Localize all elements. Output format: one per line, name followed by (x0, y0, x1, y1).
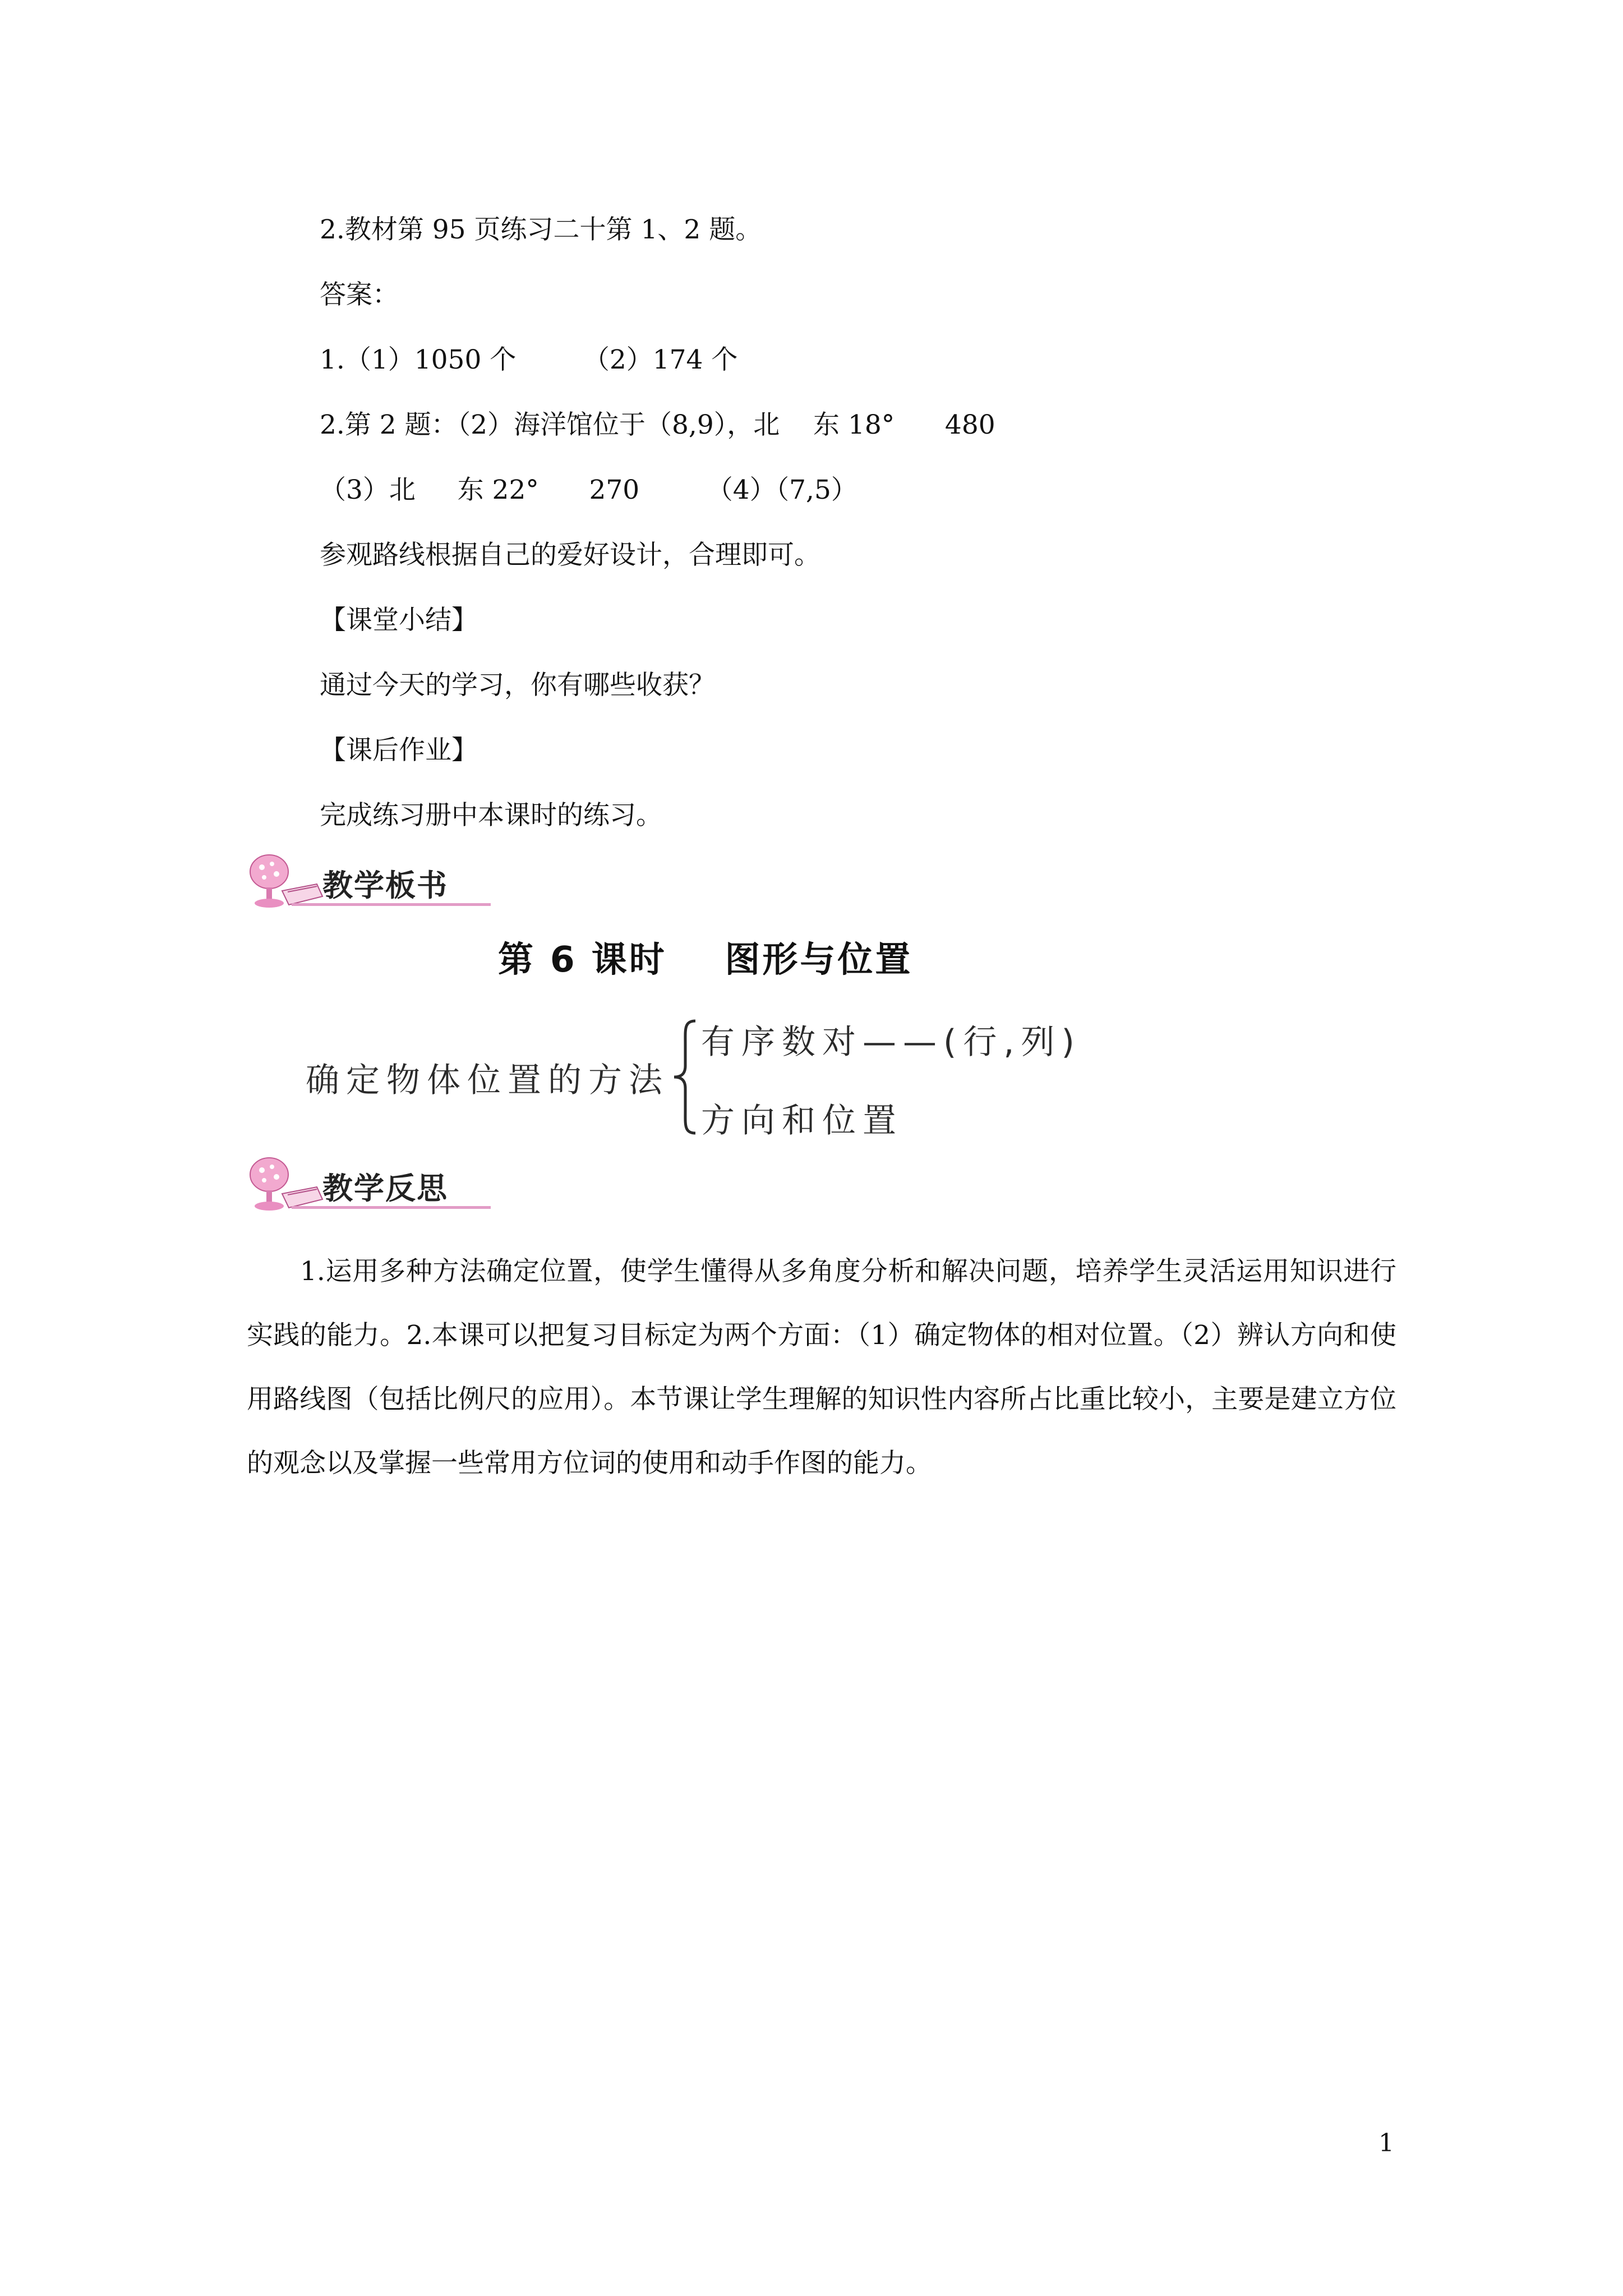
section-banner-label: 教学板书 (322, 868, 448, 903)
branch-ordered-pair: 有序数对——(行,列) (701, 1023, 1081, 1062)
left-brace (668, 1018, 702, 1136)
branch-direction-position: 方向和位置 (701, 1101, 903, 1140)
section-banner-reflect (238, 1154, 491, 1216)
lesson-title: 第 6 课时 图形与位置 (498, 939, 913, 980)
banner-rule (292, 1206, 491, 1209)
body-line-3: 1.（1）1050 个 （2）174 个 (320, 344, 738, 375)
page-number: 1 (1378, 2129, 1394, 2157)
body-line-2: 答案： (320, 279, 399, 310)
body-line-1: 2.教材第 95 页练习二十第 1、2 题。 (320, 214, 762, 245)
body-line-4: 2.第 2 题：（2）海洋馆位于（8,9），北 东 18° 480 (320, 409, 995, 440)
section-banner-label: 教学反思 (322, 1171, 448, 1206)
body-line-6: 参观路线根据自己的爱好设计，合理即可。 (320, 540, 820, 570)
body-line-7: 【课堂小结】 (320, 605, 478, 636)
body-line-5: （3）北 东 22° 270 （4）（7,5） (320, 475, 857, 505)
banner-rule (292, 903, 491, 906)
body-line-8: 通过今天的学习，你有哪些收获？ (320, 670, 715, 701)
section-banner-board (238, 852, 491, 913)
reflection-paragraph: 1.运用多种方法确定位置，使学生懂得从多角度分析和解决问题，培养学生灵活运用知识进行实践的能力。2.本课可以把复习目标定为两个方面：（1）确定物体的相对位置。（2）辨认方向和使用路线图（包括比例尺的应用）。本节课让学生理解的知识性内容所占比重比较小，主要是建立方位的观念以及掌握一些常用方位词的使用和动手作图的能力。 (247, 1256, 1396, 1479)
body-line-10: 完成练习册中本课时的练习。 (320, 800, 662, 831)
body-line-9: 【课后作业】 (320, 735, 478, 766)
method-label: 确定物体位置的方法 (306, 1061, 669, 1100)
